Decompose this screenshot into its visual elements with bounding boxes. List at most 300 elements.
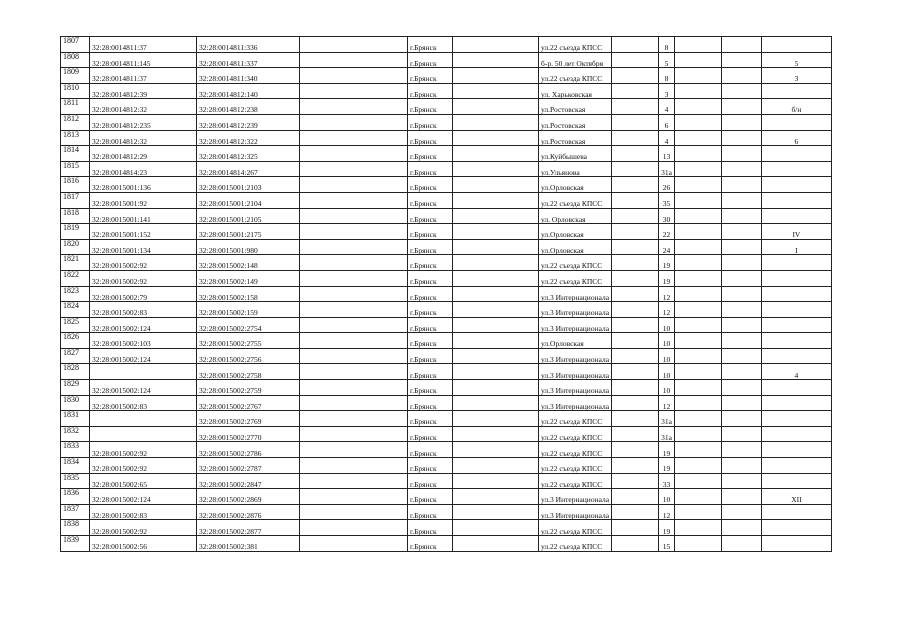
house-number-cell: 10 [659, 333, 675, 349]
empty-cell [612, 161, 659, 177]
parcel-cadastral-number-cell: 32:28:0014812:39 [90, 83, 197, 99]
apartment-number-cell: 4 [761, 364, 831, 380]
empty-cell [453, 99, 539, 115]
empty-cell [721, 192, 761, 208]
table-row [61, 146, 832, 162]
empty-cell [453, 208, 539, 224]
table-row [61, 302, 832, 318]
street-cell: ул. Харьковская [539, 83, 612, 99]
row-number-cell: 1829 [61, 380, 90, 396]
table-body [61, 37, 832, 552]
object-cadastral-number-cell: 32:28:0014812:140 [197, 83, 300, 99]
object-cadastral-number-cell: 32:28:0014812:325 [197, 146, 300, 162]
table-row [61, 504, 832, 520]
row-number-cell: 1827 [61, 348, 90, 364]
empty-cell [300, 83, 408, 99]
row-number-cell: 1839 [61, 536, 90, 552]
row-number-cell: 1810 [61, 83, 90, 99]
apartment-number-cell [761, 208, 831, 224]
table-row [61, 239, 832, 255]
empty-cell [721, 364, 761, 380]
empty-cell [674, 364, 721, 380]
table-row [61, 161, 832, 177]
empty-cell [300, 536, 408, 552]
object-cadastral-number-cell: 32:28:0014814:267 [197, 161, 300, 177]
object-cadastral-number-cell: 32:28:0015001:2104 [197, 192, 300, 208]
table-row [61, 317, 832, 333]
table-row [61, 114, 832, 130]
object-cadastral-number-cell: 32:28:0015002:381 [197, 536, 300, 552]
empty-cell [300, 114, 408, 130]
apartment-number-cell: 3 [761, 68, 831, 84]
empty-cell [453, 473, 539, 489]
empty-cell [674, 317, 721, 333]
empty-cell [612, 520, 659, 536]
city-cell: г.Брянск [408, 52, 453, 68]
parcel-cadastral-number-cell: 32:28:0014812:32 [90, 130, 197, 146]
street-cell: ул.Ульянова [539, 161, 612, 177]
house-number-cell: 12 [659, 504, 675, 520]
empty-cell [300, 364, 408, 380]
city-cell: г.Брянск [408, 99, 453, 115]
apartment-number-cell [761, 395, 831, 411]
city-cell: г.Брянск [408, 270, 453, 286]
apartment-number-cell [761, 504, 831, 520]
street-cell: ул.3 Интернационала [539, 489, 612, 505]
empty-cell [721, 99, 761, 115]
parcel-cadastral-number-cell: 32:28:0015002:92 [90, 458, 197, 474]
house-number-cell: 3 [659, 83, 675, 99]
empty-cell [674, 255, 721, 271]
empty-cell [612, 411, 659, 427]
house-number-cell: 24 [659, 239, 675, 255]
table-row [61, 380, 832, 396]
empty-cell [612, 286, 659, 302]
empty-cell [453, 130, 539, 146]
apartment-number-cell [761, 37, 831, 53]
empty-cell [612, 52, 659, 68]
parcel-cadastral-number-cell: 32:28:0015002:92 [90, 442, 197, 458]
row-number-cell: 1825 [61, 317, 90, 333]
empty-cell [612, 177, 659, 193]
empty-cell [300, 411, 408, 427]
parcel-cadastral-number-cell: 32:28:0014814:23 [90, 161, 197, 177]
table-row [61, 536, 832, 552]
empty-cell [721, 161, 761, 177]
city-cell: г.Брянск [408, 177, 453, 193]
empty-cell [300, 37, 408, 53]
empty-cell [612, 442, 659, 458]
empty-cell [612, 114, 659, 130]
empty-cell [300, 442, 408, 458]
row-number-cell: 1808 [61, 52, 90, 68]
object-cadastral-number-cell: 32:28:0015001:980 [197, 239, 300, 255]
empty-cell [721, 442, 761, 458]
table-row [61, 426, 832, 442]
apartment-number-cell: I [761, 239, 831, 255]
street-cell: ул.3 Интернационала [539, 286, 612, 302]
apartment-number-cell [761, 411, 831, 427]
house-number-cell: 10 [659, 489, 675, 505]
object-cadastral-number-cell: 32:28:0014811:337 [197, 52, 300, 68]
empty-cell [674, 239, 721, 255]
parcel-cadastral-number-cell: 32:28:0015001:134 [90, 239, 197, 255]
city-cell: г.Брянск [408, 348, 453, 364]
house-number-cell: 19 [659, 270, 675, 286]
apartment-number-cell [761, 536, 831, 552]
empty-cell [721, 411, 761, 427]
table-row [61, 458, 832, 474]
empty-cell [300, 380, 408, 396]
house-number-cell: 10 [659, 348, 675, 364]
empty-cell [721, 224, 761, 240]
house-number-cell: 12 [659, 286, 675, 302]
row-number-cell: 1822 [61, 270, 90, 286]
empty-cell [612, 473, 659, 489]
empty-cell [453, 380, 539, 396]
city-cell: г.Брянск [408, 442, 453, 458]
city-cell: г.Брянск [408, 380, 453, 396]
row-number-cell: 1831 [61, 411, 90, 427]
empty-cell [674, 83, 721, 99]
row-number-cell: 1814 [61, 146, 90, 162]
empty-cell [674, 146, 721, 162]
empty-cell [674, 348, 721, 364]
empty-cell [453, 161, 539, 177]
house-number-cell: 30 [659, 208, 675, 224]
empty-cell [612, 395, 659, 411]
row-number-cell: 1812 [61, 114, 90, 130]
object-cadastral-number-cell: 32:28:0015002:2754 [197, 317, 300, 333]
row-number-cell: 1836 [61, 489, 90, 505]
empty-cell [612, 255, 659, 271]
row-number-cell: 1815 [61, 161, 90, 177]
parcel-cadastral-number-cell [90, 364, 197, 380]
empty-cell [721, 255, 761, 271]
empty-cell [674, 270, 721, 286]
empty-cell [674, 130, 721, 146]
parcel-cadastral-number-cell: 32:28:0015002:83 [90, 302, 197, 318]
empty-cell [300, 177, 408, 193]
apartment-number-cell [761, 286, 831, 302]
table-row [61, 473, 832, 489]
empty-cell [453, 333, 539, 349]
city-cell: г.Брянск [408, 473, 453, 489]
empty-cell [674, 302, 721, 318]
row-number-cell: 1809 [61, 68, 90, 84]
empty-cell [453, 504, 539, 520]
apartment-number-cell [761, 302, 831, 318]
empty-cell [674, 411, 721, 427]
empty-cell [612, 536, 659, 552]
parcel-cadastral-number-cell: 32:28:0015002:92 [90, 255, 197, 271]
object-cadastral-number-cell: 32:28:0014812:238 [197, 99, 300, 115]
row-number-cell: 1819 [61, 224, 90, 240]
empty-cell [612, 239, 659, 255]
object-cadastral-number-cell: 32:28:0014811:340 [197, 68, 300, 84]
empty-cell [674, 192, 721, 208]
empty-cell [453, 489, 539, 505]
street-cell: ул.Орловская [539, 224, 612, 240]
empty-cell [721, 114, 761, 130]
street-cell: б-р. 50 лет Октября [539, 52, 612, 68]
empty-cell [612, 130, 659, 146]
city-cell: г.Брянск [408, 395, 453, 411]
empty-cell [612, 364, 659, 380]
empty-cell [674, 68, 721, 84]
empty-cell [453, 68, 539, 84]
empty-cell [453, 286, 539, 302]
parcel-cadastral-number-cell: 32:28:0015002:124 [90, 489, 197, 505]
empty-cell [721, 208, 761, 224]
empty-cell [612, 489, 659, 505]
apartment-number-cell [761, 348, 831, 364]
apartment-number-cell: 6 [761, 130, 831, 146]
empty-cell [453, 536, 539, 552]
apartment-number-cell [761, 380, 831, 396]
parcel-cadastral-number-cell: 32:28:0015002:83 [90, 395, 197, 411]
house-number-cell: 6 [659, 114, 675, 130]
empty-cell [453, 224, 539, 240]
object-cadastral-number-cell: 32:28:0015002:2755 [197, 333, 300, 349]
empty-cell [721, 130, 761, 146]
empty-cell [674, 473, 721, 489]
apartment-number-cell [761, 83, 831, 99]
table-row [61, 411, 832, 427]
empty-cell [674, 333, 721, 349]
apartment-number-cell: IV [761, 224, 831, 240]
empty-cell [721, 177, 761, 193]
apartment-number-cell [761, 520, 831, 536]
empty-cell [612, 68, 659, 84]
empty-cell [300, 333, 408, 349]
table-row [61, 208, 832, 224]
object-cadastral-number-cell: 32:28:0015002:2787 [197, 458, 300, 474]
empty-cell [612, 37, 659, 53]
object-cadastral-number-cell: 32:28:0015002:159 [197, 302, 300, 318]
empty-cell [674, 426, 721, 442]
object-cadastral-number-cell: 32:28:0015001:2103 [197, 177, 300, 193]
house-number-cell: 15 [659, 536, 675, 552]
parcel-cadastral-number-cell: 32:28:0015002:56 [90, 536, 197, 552]
street-cell: ул.22 съезда КПСС [539, 520, 612, 536]
property-register-table [60, 36, 832, 552]
row-number-cell: 1828 [61, 364, 90, 380]
house-number-cell: 33 [659, 473, 675, 489]
house-number-cell: 10 [659, 364, 675, 380]
empty-cell [674, 536, 721, 552]
street-cell: ул.22 съезда КПСС [539, 37, 612, 53]
row-number-cell: 1811 [61, 99, 90, 115]
empty-cell [612, 192, 659, 208]
empty-cell [453, 426, 539, 442]
table-row [61, 348, 832, 364]
row-number-cell: 1833 [61, 442, 90, 458]
empty-cell [612, 458, 659, 474]
apartment-number-cell [761, 177, 831, 193]
city-cell: г.Брянск [408, 364, 453, 380]
table-row [61, 192, 832, 208]
parcel-cadastral-number-cell: 32:28:0015002:65 [90, 473, 197, 489]
street-cell: ул.Орловская [539, 239, 612, 255]
object-cadastral-number-cell: 32:28:0014812:322 [197, 130, 300, 146]
table-row [61, 99, 832, 115]
empty-cell [300, 317, 408, 333]
street-cell: ул.Орловская [539, 333, 612, 349]
street-cell: ул.22 съезда КПСС [539, 536, 612, 552]
city-cell: г.Брянск [408, 208, 453, 224]
row-number-cell: 1816 [61, 177, 90, 193]
empty-cell [612, 333, 659, 349]
empty-cell [300, 458, 408, 474]
empty-cell [300, 255, 408, 271]
empty-cell [721, 489, 761, 505]
object-cadastral-number-cell: 32:28:0015002:2869 [197, 489, 300, 505]
street-cell: ул.22 съезда КПСС [539, 473, 612, 489]
row-number-cell: 1823 [61, 286, 90, 302]
table-row [61, 489, 832, 505]
street-cell: ул.3 Интернационала [539, 395, 612, 411]
empty-cell [300, 473, 408, 489]
empty-cell [300, 208, 408, 224]
city-cell: г.Брянск [408, 192, 453, 208]
empty-cell [674, 380, 721, 396]
city-cell: г.Брянск [408, 411, 453, 427]
table-row [61, 442, 832, 458]
empty-cell [453, 458, 539, 474]
city-cell: г.Брянск [408, 520, 453, 536]
house-number-cell: 31а [659, 411, 675, 427]
house-number-cell: 12 [659, 302, 675, 318]
street-cell: ул.22 съезда КПСС [539, 255, 612, 271]
parcel-cadastral-number-cell: 32:28:0015002:92 [90, 270, 197, 286]
object-cadastral-number-cell: 32:28:0015002:2876 [197, 504, 300, 520]
row-number-cell: 1834 [61, 458, 90, 474]
empty-cell [674, 37, 721, 53]
empty-cell [453, 239, 539, 255]
empty-cell [721, 270, 761, 286]
object-cadastral-number-cell: 32:28:0015002:2786 [197, 442, 300, 458]
empty-cell [453, 192, 539, 208]
empty-cell [721, 380, 761, 396]
parcel-cadastral-number-cell [90, 426, 197, 442]
empty-cell [300, 68, 408, 84]
apartment-number-cell [761, 255, 831, 271]
empty-cell [300, 504, 408, 520]
parcel-cadastral-number-cell: 32:28:0014811:37 [90, 68, 197, 84]
empty-cell [721, 302, 761, 318]
empty-cell [453, 302, 539, 318]
street-cell: ул.22 съезда КПСС [539, 458, 612, 474]
empty-cell [453, 146, 539, 162]
object-cadastral-number-cell: 32:28:0015002:158 [197, 286, 300, 302]
object-cadastral-number-cell: 32:28:0015002:2877 [197, 520, 300, 536]
empty-cell [612, 317, 659, 333]
empty-cell [453, 255, 539, 271]
city-cell: г.Брянск [408, 161, 453, 177]
row-number-cell: 1824 [61, 302, 90, 318]
parcel-cadastral-number-cell [90, 411, 197, 427]
apartment-number-cell: XII [761, 489, 831, 505]
street-cell: ул.Ростовская [539, 99, 612, 115]
object-cadastral-number-cell: 32:28:0014812:239 [197, 114, 300, 130]
object-cadastral-number-cell: 32:28:0014811:336 [197, 37, 300, 53]
empty-cell [453, 37, 539, 53]
table-row [61, 130, 832, 146]
empty-cell [300, 348, 408, 364]
city-cell: г.Брянск [408, 146, 453, 162]
empty-cell [721, 426, 761, 442]
house-number-cell: 35 [659, 192, 675, 208]
empty-cell [674, 208, 721, 224]
house-number-cell: 4 [659, 99, 675, 115]
empty-cell [721, 458, 761, 474]
house-number-cell: 22 [659, 224, 675, 240]
empty-cell [674, 504, 721, 520]
city-cell: г.Брянск [408, 286, 453, 302]
empty-cell [721, 239, 761, 255]
object-cadastral-number-cell: 32:28:0015002:148 [197, 255, 300, 271]
empty-cell [453, 395, 539, 411]
parcel-cadastral-number-cell: 32:28:0014811:145 [90, 52, 197, 68]
empty-cell [721, 520, 761, 536]
empty-cell [612, 270, 659, 286]
street-cell: ул.Ростовская [539, 130, 612, 146]
empty-cell [453, 317, 539, 333]
house-number-cell: 10 [659, 317, 675, 333]
row-number-cell: 1838 [61, 520, 90, 536]
empty-cell [300, 52, 408, 68]
city-cell: г.Брянск [408, 536, 453, 552]
row-number-cell: 1830 [61, 395, 90, 411]
city-cell: г.Брянск [408, 224, 453, 240]
empty-cell [674, 520, 721, 536]
empty-cell [300, 395, 408, 411]
object-cadastral-number-cell: 32:28:0015002:2759 [197, 380, 300, 396]
empty-cell [721, 68, 761, 84]
city-cell: г.Брянск [408, 83, 453, 99]
object-cadastral-number-cell: 32:28:0015002:2770 [197, 426, 300, 442]
city-cell: г.Брянск [408, 239, 453, 255]
parcel-cadastral-number-cell: 32:28:0014812:235 [90, 114, 197, 130]
empty-cell [674, 177, 721, 193]
empty-cell [453, 520, 539, 536]
parcel-cadastral-number-cell: 32:28:0014812:29 [90, 146, 197, 162]
object-cadastral-number-cell: 32:28:0015002:2769 [197, 411, 300, 427]
empty-cell [453, 52, 539, 68]
house-number-cell: 13 [659, 146, 675, 162]
parcel-cadastral-number-cell: 32:28:0015002:103 [90, 333, 197, 349]
table-row [61, 68, 832, 84]
empty-cell [300, 192, 408, 208]
house-number-cell: 31а [659, 426, 675, 442]
house-number-cell: 8 [659, 37, 675, 53]
apartment-number-cell [761, 161, 831, 177]
empty-cell [300, 520, 408, 536]
empty-cell [721, 395, 761, 411]
street-cell: ул.3 Интернационала [539, 348, 612, 364]
empty-cell [721, 286, 761, 302]
apartment-number-cell [761, 146, 831, 162]
apartment-number-cell [761, 114, 831, 130]
parcel-cadastral-number-cell: 32:28:0015002:124 [90, 317, 197, 333]
apartment-number-cell [761, 442, 831, 458]
object-cadastral-number-cell: 32:28:0015002:2767 [197, 395, 300, 411]
parcel-cadastral-number-cell: 32:28:0015002:124 [90, 380, 197, 396]
empty-cell [453, 364, 539, 380]
empty-cell [612, 208, 659, 224]
empty-cell [453, 83, 539, 99]
